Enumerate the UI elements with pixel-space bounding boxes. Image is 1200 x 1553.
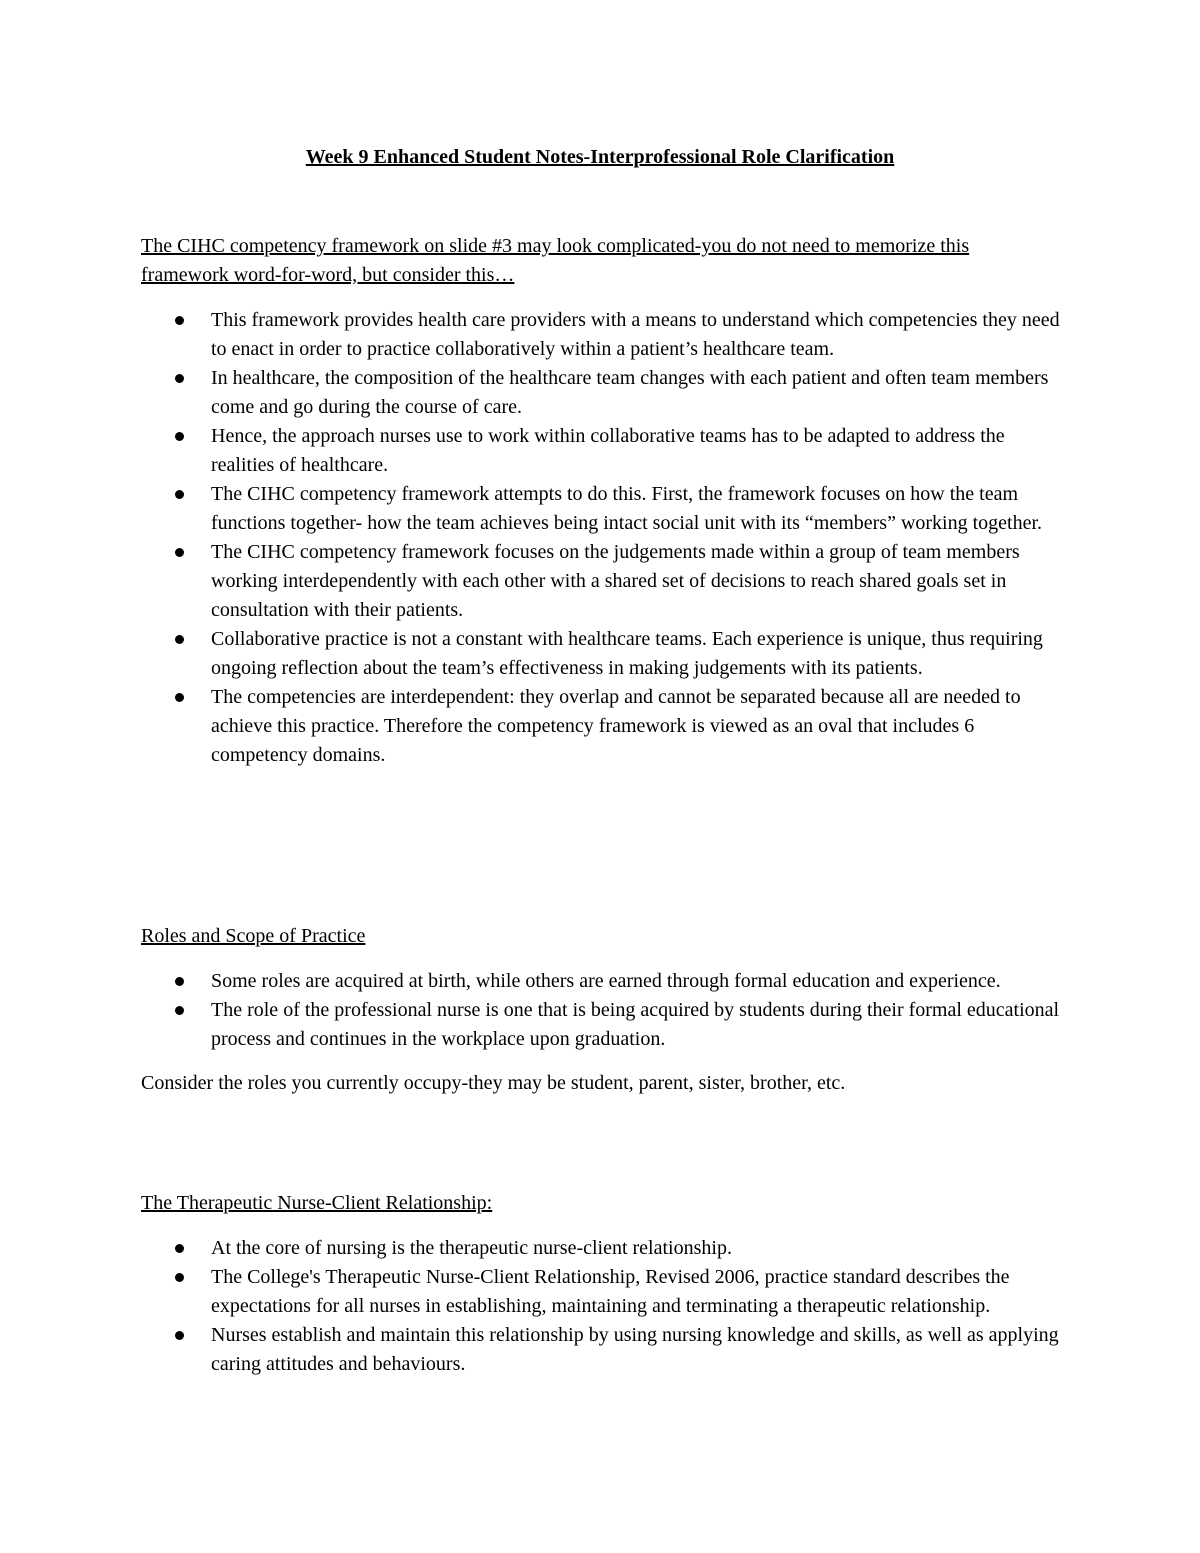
- bullet-list: [141, 967, 1071, 1054]
- list-item: [141, 306, 1071, 364]
- list-item: [141, 480, 1071, 538]
- bullet-icon: [175, 316, 184, 325]
- list-item-text: This framework provides health care providers with a means to understand which competencies they need to enact in order to practice collaboratively within a patient’s healthcare team.: [211, 309, 1060, 360]
- roles-note: Consider the roles you currently occupy-they may be student, parent, sister, brother, etc.: [141, 1072, 846, 1094]
- list-item-text: Hence, the approach nurses use to work within collaborative teams has to be adapted to address the realities of healthcare.: [211, 425, 1005, 476]
- bullet-icon: [175, 693, 184, 702]
- section-roles-scope: [141, 922, 1071, 1098]
- section-heading: The CIHC competency framework on slide #3 may look complicated-you do not need to memorize this framework word-for-word, but consider this…: [141, 235, 970, 286]
- section-heading: The Therapeutic Nurse-Client Relationship:: [141, 1192, 493, 1214]
- list-item: [141, 683, 1071, 770]
- list-item-text: The CIHC competency framework attempts to do this. First, the framework focuses on how the team functions together- how the team achieves being intact social unit with its “members” working together.: [211, 483, 1043, 534]
- list-item-text: Some roles are acquired at birth, while others are earned through formal education and experience.: [211, 970, 1001, 992]
- list-item: [141, 625, 1071, 683]
- list-item: [141, 1234, 1071, 1263]
- list-item: [141, 422, 1071, 480]
- section-therapeutic-relationship: [141, 1189, 1071, 1379]
- list-item: [141, 1263, 1071, 1321]
- bullet-icon: [175, 1244, 184, 1253]
- list-item-text: Nurses establish and maintain this relationship by using nursing knowledge and skills, as well as applying caring attitudes and behaviours.: [211, 1324, 1059, 1375]
- bullet-icon: [175, 977, 184, 986]
- bullet-list: [141, 1234, 1071, 1379]
- bullet-icon: [175, 490, 184, 499]
- bullet-list: [141, 306, 1071, 770]
- section-cihc-framework: [141, 232, 1071, 770]
- list-item: [141, 967, 1071, 996]
- section-heading: Roles and Scope of Practice: [141, 925, 366, 947]
- list-item-text: In healthcare, the composition of the healthcare team changes with each patient and often team members come and go during the course of care.: [211, 367, 1049, 418]
- bullet-icon: [175, 1273, 184, 1282]
- bullet-icon: [175, 432, 184, 441]
- list-item-text: The CIHC competency framework focuses on the judgements made within a group of team members working interdependently with each other with a shared set of decisions to reach shared goals set in consultation with their patients.: [211, 541, 1020, 621]
- list-item-text: At the core of nursing is the therapeutic nurse-client relationship.: [211, 1237, 732, 1259]
- bullet-icon: [175, 548, 184, 557]
- bullet-icon: [175, 1331, 184, 1340]
- bullet-icon: [175, 1006, 184, 1015]
- bullet-icon: [175, 374, 184, 383]
- list-item-text: The College's Therapeutic Nurse-Client Relationship, Revised 2006, practice standard describes the expectations for all nurses in establishing, maintaining and terminating a therapeutic relationship.: [211, 1266, 1010, 1317]
- list-item: [141, 1321, 1071, 1379]
- bullet-icon: [175, 635, 184, 644]
- list-item-text: The role of the professional nurse is one that is being acquired by students during their formal educational process and continues in the workplace upon graduation.: [211, 999, 1060, 1050]
- document-title: Week 9 Enhanced Student Notes-Interprofessional Role Clarification: [305, 146, 895, 168]
- list-item-text: Collaborative practice is not a constant with healthcare teams. Each experience is unique, thus requiring ongoing reflection about the team’s effectiveness in making judgements with its patients.: [211, 628, 1043, 679]
- list-item: [141, 538, 1071, 625]
- list-item-text: The competencies are interdependent: they overlap and cannot be separated because all are needed to achieve this practice. Therefore the competency framework is viewed as an oval that includes 6 competency domains.: [211, 686, 1021, 766]
- list-item: [141, 364, 1071, 422]
- list-item: [141, 996, 1071, 1054]
